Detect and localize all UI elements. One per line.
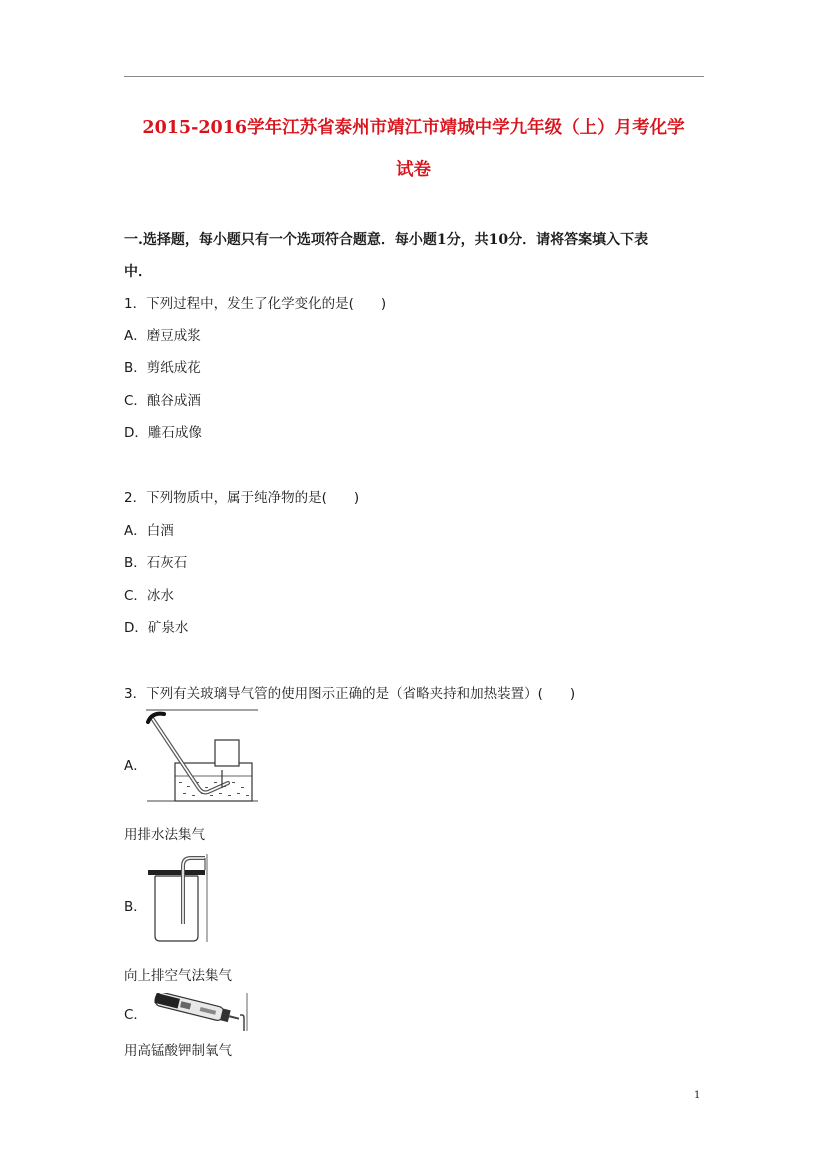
question-1-stem: 1．下列过程中，发生了化学变化的是( ) [124,296,387,312]
document-title-line-2: 试卷 [396,160,431,180]
question-2-option-c: C．冰水 [124,588,174,604]
question-3-option-c-caption: 用高锰酸钾制氧气 [124,1043,232,1059]
page-number: 1 [694,1090,701,1101]
question-1-option-a: A．磨豆成浆 [124,328,201,344]
question-2-option-b: B．石灰石 [124,555,188,571]
section-heading-line-1: 一.选择题，每小题只有一个选项符合题意．每小题1分，共10分．请将答案填入下表 [124,232,649,248]
question-1-option-b: B．剪纸成花 [124,360,201,376]
question-1-option-c: C．酿谷成酒 [124,393,201,409]
question-2-option-d: D．矿泉水 [124,620,189,636]
question-1-option-d: D．雕石成像 [124,425,202,441]
question-3-stem: 3．下列有关玻璃导气管的使用图示正确的是（省略夹持和加热装置）( ) [124,686,576,702]
question-3-option-a-label: A． [124,758,147,774]
question-2-option-a: A．白酒 [124,523,174,539]
question-3-option-c-label: C． [124,1007,147,1023]
question-3-option-a-caption: 用排水法集气 [124,827,205,843]
header-rule [124,76,704,77]
water-displacement-figure [146,708,260,804]
document-title-line-1: 2015-2016学年江苏省泰州市靖江市靖城中学九年级（上）月考化学 [142,118,685,138]
question-2-stem: 2．下列物质中，属于纯净物的是( ) [124,490,360,506]
heated-test-tube-figure [146,993,250,1031]
question-3-option-b-label: B． [124,899,147,915]
question-3-option-b-caption: 向上排空气法集气 [124,968,232,984]
air-displacement-bottle-figure [145,852,215,944]
section-heading-line-2: 中． [124,264,152,280]
